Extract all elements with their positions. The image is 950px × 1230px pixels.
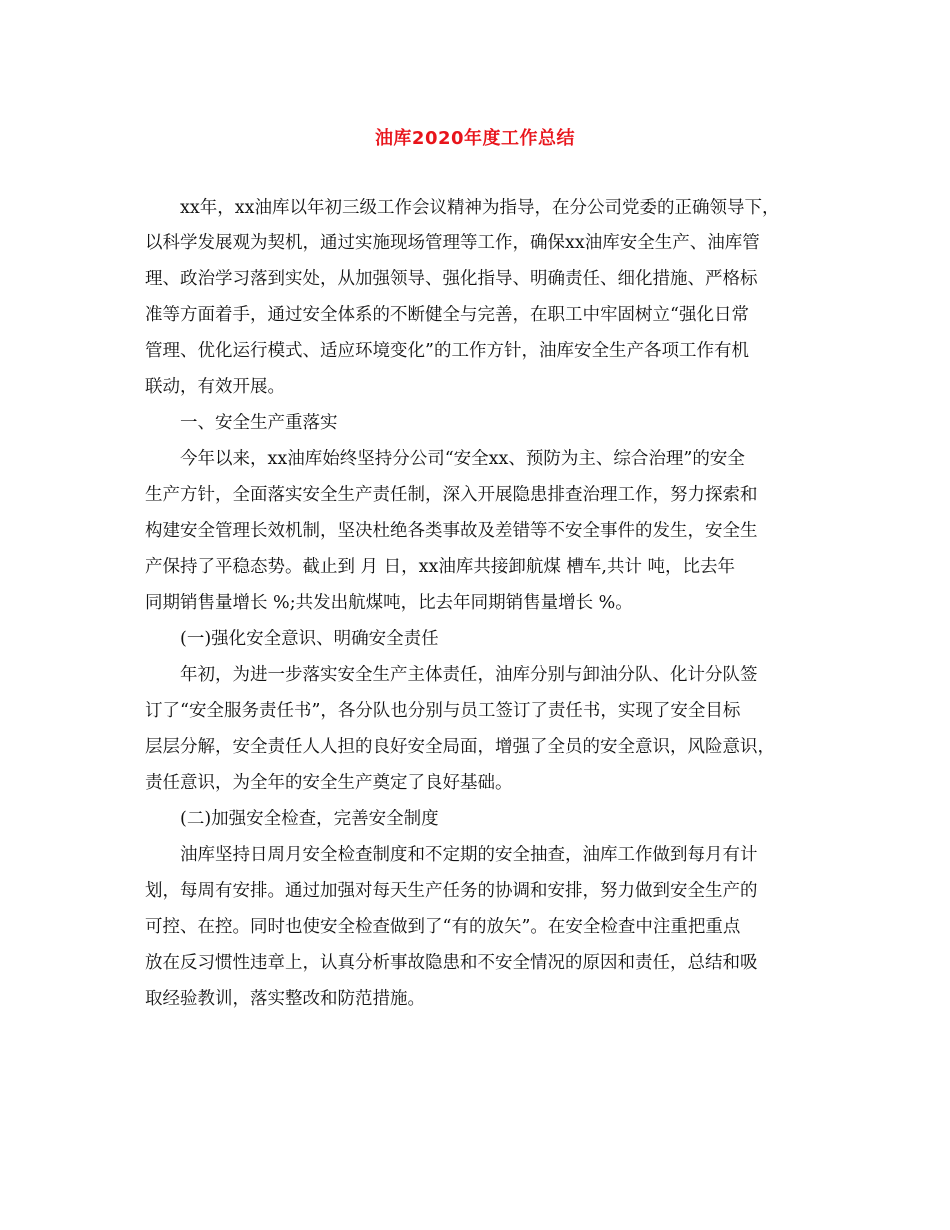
paragraph-line: 准等方面着手，通过安全体系的不断健全与完善，在职工中牢固树立“强化日常 (145, 305, 749, 325)
paragraph-line: 油库坚持日周月安全检查制度和不定期的安全抽查，油库工作做到每月有计 (180, 845, 758, 865)
paragraph-line: 可控、在控。同时也使安全检查做到了“有的放矢”。在安全检查中注重把重点 (145, 917, 741, 937)
paragraph-line: 放在反习惯性违章上，认真分析事故隐患和不安全情况的原因和责任，总结和吸 (145, 953, 758, 973)
paragraph-line: 联动，有效开展。 (145, 377, 285, 397)
paragraph-line: 构建安全管理长效机制，坚决杜绝各类事故及差错等不安全事件的发生，安全生 (145, 521, 758, 541)
paragraph-line: 生产方针，全面落实安全生产责任制，深入开展隐患排查治理工作，努力探索和 (145, 485, 758, 505)
section-heading: 一、安全生产重落实 (180, 413, 338, 433)
paragraph-line: 取经验教训，落实整改和防范措施。 (145, 989, 425, 1009)
paragraph-line: xx年，xx油库以年初三级工作会议精神为指导，在分公司党委的正确领导下， (180, 198, 780, 218)
paragraph-line: 年初，为进一步落实安全生产主体责任，油库分别与卸油分队、化计分队签 (180, 665, 758, 685)
paragraph-line: 理、政治学习落到实处，从加强领导、强化指导、明确责任、细化措施、严格标 (145, 269, 758, 289)
paragraph-line: 管理、优化运行模式、适应环境变化”的工作方针，油库安全生产各项工作有机 (145, 341, 749, 361)
subsection-heading: (一)强化安全意识、明确安全责任 (180, 629, 439, 649)
paragraph-line: 订了“安全服务责任书”，各分队也分别与员工签订了责任书，实现了安全目标 (145, 701, 741, 721)
paragraph-line: 产保持了平稳态势。截止到 月 日，xx油库共接卸航煤 槽车,共计 吨，比去年 (145, 557, 736, 577)
paragraph-line: 责任意识，为全年的安全生产奠定了良好基础。 (145, 773, 513, 793)
paragraph-line: 同期销售量增长 %;共发出航煤吨，比去年同期销售量增长 %。 (145, 593, 633, 613)
paragraph-line: 划，每周有安排。通过加强对每天生产任务的协调和安排，努力做到安全生产的 (145, 881, 758, 901)
paragraph-line: 以科学发展观为契机，通过实施现场管理等工作，确保xx油库安全生产、油库管 (145, 233, 760, 253)
paragraph-line: 层层分解，安全责任人人担的良好安全局面，增强了全员的安全意识，风险意识， (145, 737, 775, 757)
document-title: 油库2020年度工作总结 (374, 128, 576, 149)
paragraph-line: 今年以来，xx油库始终坚持分公司“安全xx、预防为主、综合治理”的安全 (180, 449, 745, 469)
subsection-heading: (二)加强安全检查，完善安全制度 (180, 809, 439, 829)
